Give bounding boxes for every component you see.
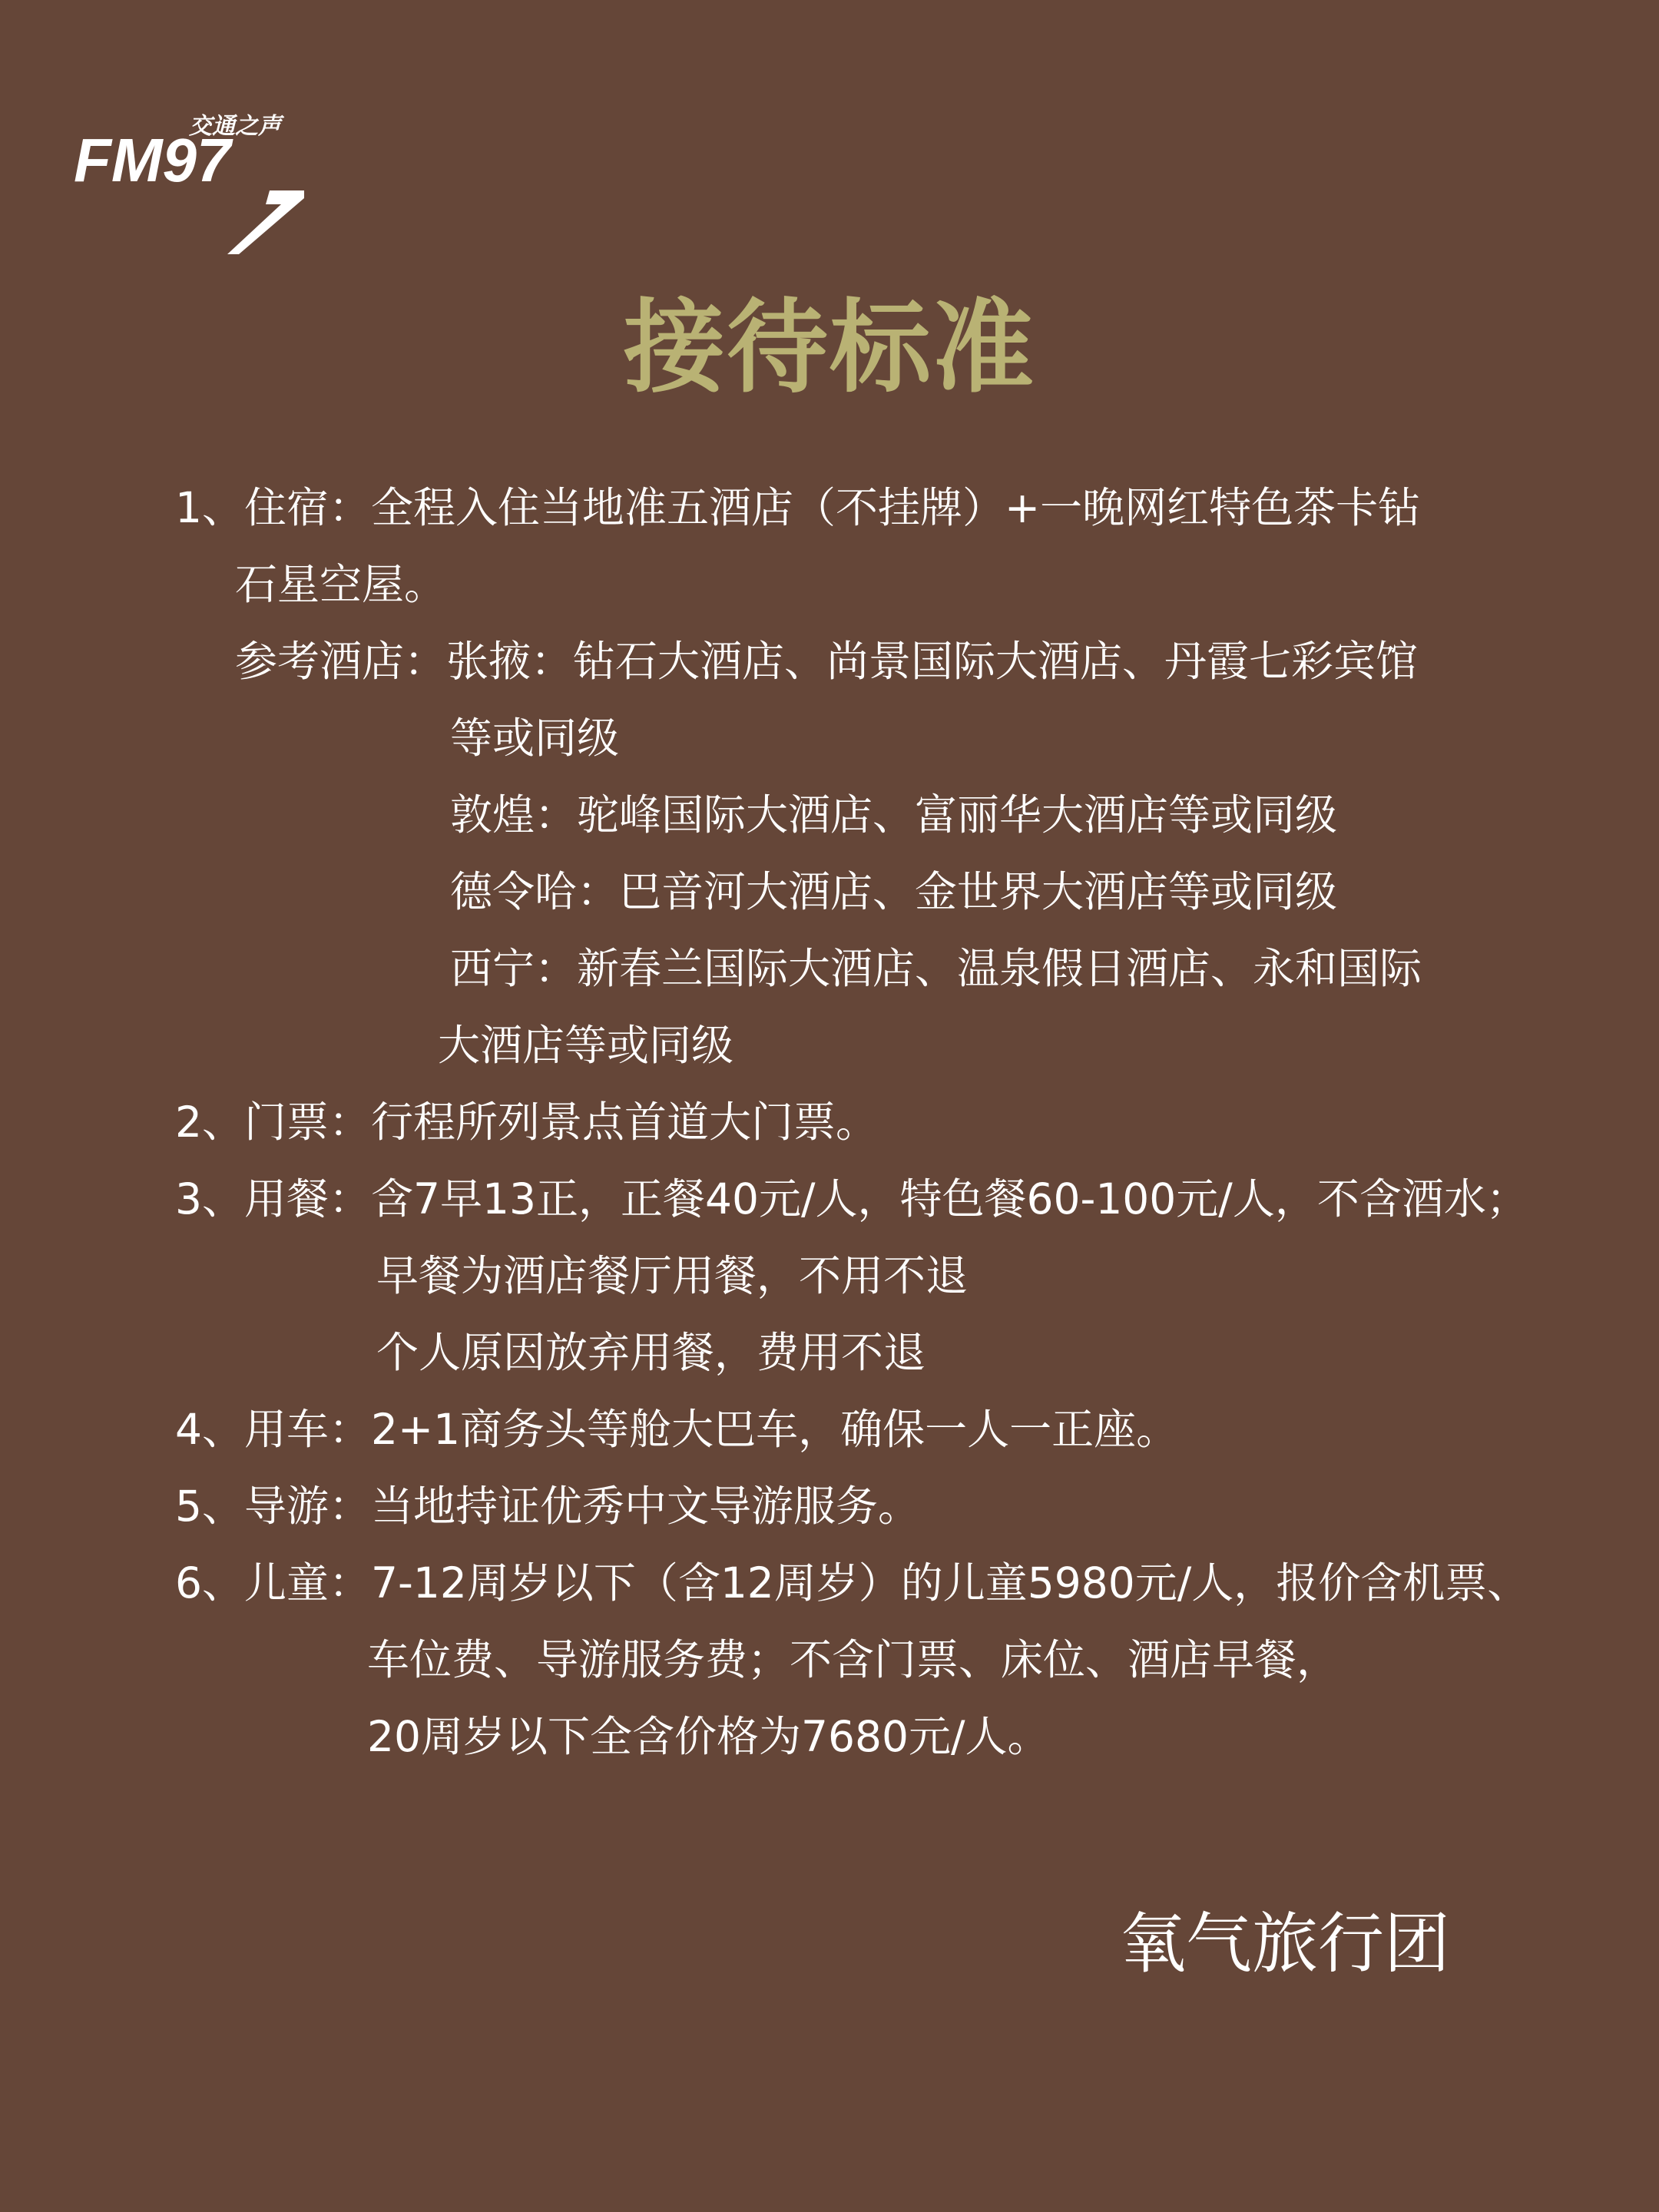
fm97-logo [74,104,335,258]
text-line: 1、住宿：全程入住当地准五酒店（不挂牌）+一晚网红特色茶卡钻 [175,483,1421,532]
text-line: 德令哈：巴音河大酒店、金世界大酒店等或同级 [450,867,1338,916]
text-line: 等或同级 [450,714,620,763]
text-line: 2、门票：行程所列景点首道大门票。 [175,1098,878,1147]
text-line: 敦煌：驼峰国际大酒店、富丽华大酒店等或同级 [450,790,1338,839]
text-line: 个人原因放弃用餐，费用不退 [376,1328,926,1377]
page-title: 接待标准 [624,288,1035,407]
text-line: 3、用餐：含7早13正，正餐40元/人，特色餐60-100元/人，不含酒水； [175,1174,1528,1224]
text-line: 石星空屋。 [235,560,447,609]
text-line: 早餐为酒店餐厅用餐，不用不退 [376,1251,969,1300]
text-line: 6、儿童：7-12周岁以下（含12周岁）的儿童5980元/人，报价含机票、 [175,1558,1530,1608]
text-line: 大酒店等或同级 [438,1021,734,1070]
logo-brand-text: FM97 [74,126,231,194]
logo-tagline: 交通之声 [189,114,281,139]
text-line: 4、用车：2+1商务头等舱大巴车，确保一人一正座。 [175,1405,1179,1454]
signature: 氧气旅行团 [1120,1906,1450,1982]
text-line: 5、导游：当地持证优秀中文导游服务。 [175,1482,920,1531]
text-line: 20周岁以下全含价格为7680元/人。 [367,1712,1050,1761]
text-line: 西宁：新春兰国际大酒店、温泉假日酒店、永和国际 [450,944,1422,993]
text-line: 参考酒店：张掖：钻石大酒店、尚景国际大酒店、丹霞七彩宾馆 [235,637,1419,686]
text-line: 车位费、导游服务费；不含门票、床位、酒店早餐， [367,1635,1339,1684]
